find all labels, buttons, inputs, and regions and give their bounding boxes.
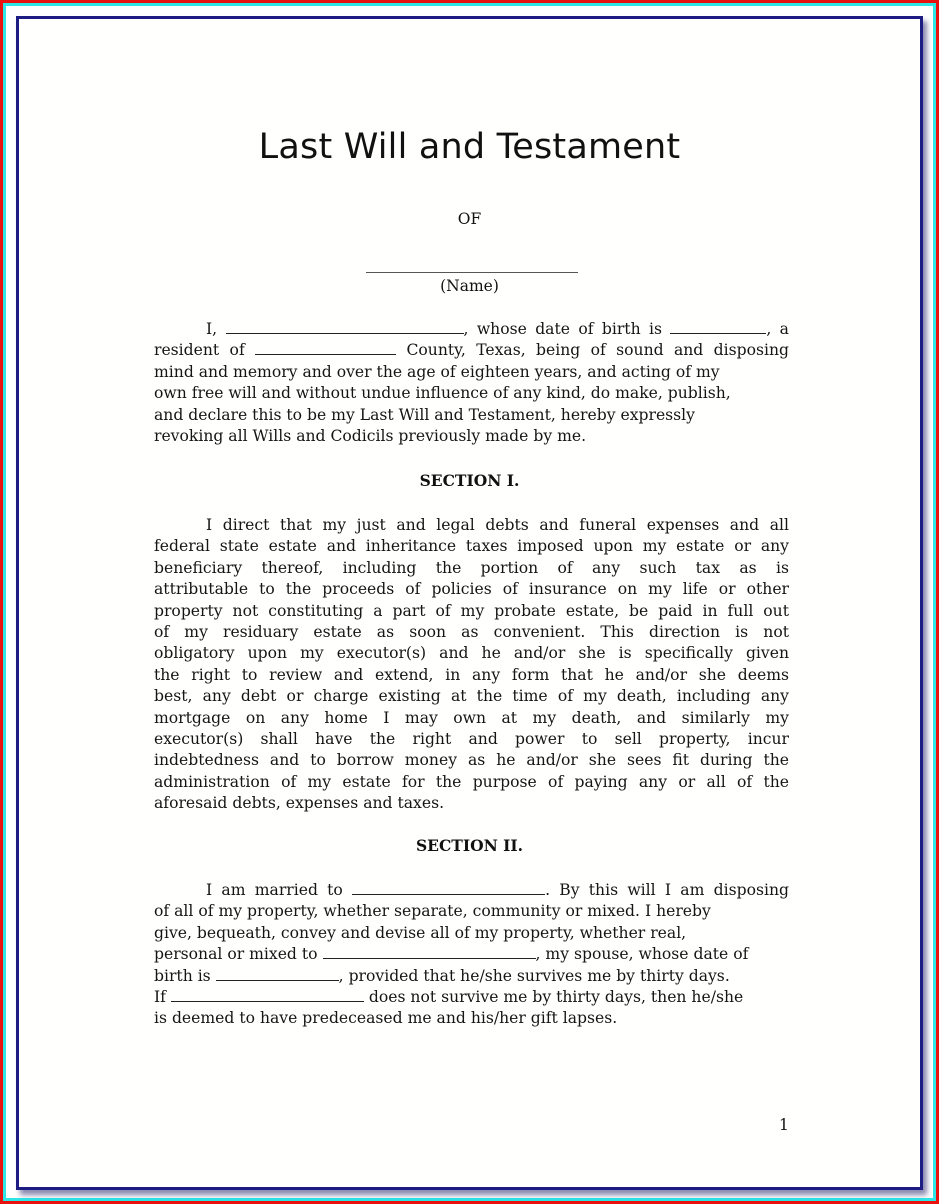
intro-line-2: resident of County, Texas, being of sound and disposing bbox=[154, 341, 789, 360]
section-1-line: aforesaid debts, expenses and taxes. bbox=[154, 794, 445, 813]
intro-paragraph bbox=[154, 319, 789, 447]
s2-line-1: I am married to . By this will I am disposing bbox=[206, 881, 789, 899]
document-title: Last Will and Testament bbox=[258, 127, 681, 167]
section-1-line: indebtedness and to borrow money as he and/or she sees fit during the bbox=[154, 751, 789, 770]
spouse-dob-blank bbox=[216, 966, 339, 981]
document-page bbox=[16, 16, 923, 1190]
section-1-line: property not constituting a part of my probate estate, be paid in full out bbox=[154, 601, 789, 620]
testator-name-blank bbox=[226, 319, 464, 334]
section-1-line: beneficiary thereof, including the portion of any such tax as is bbox=[154, 558, 789, 577]
section-1-heading: SECTION I. bbox=[419, 471, 520, 490]
name-label: (Name) bbox=[440, 277, 499, 295]
page-number: 1 bbox=[779, 1116, 789, 1134]
section-2-paragraph bbox=[154, 880, 789, 1030]
spouse-name-blank bbox=[352, 880, 545, 895]
spouse-survival-blank bbox=[171, 987, 364, 1002]
section-1-line: I direct that my just and legal debts and funeral expenses and all bbox=[206, 516, 789, 534]
intro-line-3: mind and memory and over the age of eighteen years, and acting of my bbox=[154, 362, 720, 381]
intro-line-6: revoking all Wills and Codicils previously made by me. bbox=[154, 427, 587, 446]
section-1-line: the right to review and extend, in any form that he and/or she deems bbox=[154, 665, 789, 684]
county-blank bbox=[255, 340, 396, 355]
section-1-line: best, any debt or charge existing at the time of my death, including any bbox=[154, 687, 789, 706]
s2-line-7: is deemed to have predeceased me and his/her gift lapses. bbox=[154, 1009, 618, 1028]
section-1-line: administration of my estate for the purpose of paying any or all of the bbox=[154, 772, 789, 791]
s2-line-6: If does not survive me by thirty days, then he/she bbox=[154, 988, 744, 1007]
spouse-beneficiary-blank bbox=[323, 944, 536, 959]
testator-dob-blank bbox=[670, 319, 766, 334]
of-label: OF bbox=[457, 210, 482, 228]
s2-line-4: personal or mixed to , my spouse, whose date of bbox=[154, 945, 749, 964]
section-1-line: attributable to the proceeds of policies of insurance on my life or other bbox=[154, 580, 789, 599]
intro-line-4: own free will and without undue influence of any kind, do make, publish, bbox=[154, 384, 731, 403]
section-1-line: executor(s) shall have the right and power to sell property, incur bbox=[154, 730, 789, 749]
s2-line-3: give, bequeath, convey and devise all of my property, whether real, bbox=[154, 923, 687, 942]
section-1-line: of my residuary estate as soon as convenient. This direction is not bbox=[154, 623, 789, 642]
section-2-heading: SECTION II. bbox=[415, 836, 524, 855]
name-blank-line bbox=[366, 272, 578, 273]
s2-line-2: of all of my property, whether separate, community or mixed. I hereby bbox=[154, 902, 711, 921]
intro-line-5: and declare this to be my Last Will and Testament, hereby expressly bbox=[154, 405, 695, 424]
section-1-line: mortgage on any home I may own at my death, and similarly my bbox=[154, 708, 789, 727]
section-1-line: federal state estate and inheritance taxes imposed upon my estate or any bbox=[154, 537, 789, 556]
intro-line-1: I, , whose date of birth is , a bbox=[206, 320, 789, 338]
section-1-paragraph bbox=[154, 515, 789, 815]
s2-line-5: birth is , provided that he/she survives me by thirty days. bbox=[154, 966, 730, 985]
section-1-line: obligatory upon my executor(s) and he and/or she is specifically given bbox=[154, 644, 789, 663]
